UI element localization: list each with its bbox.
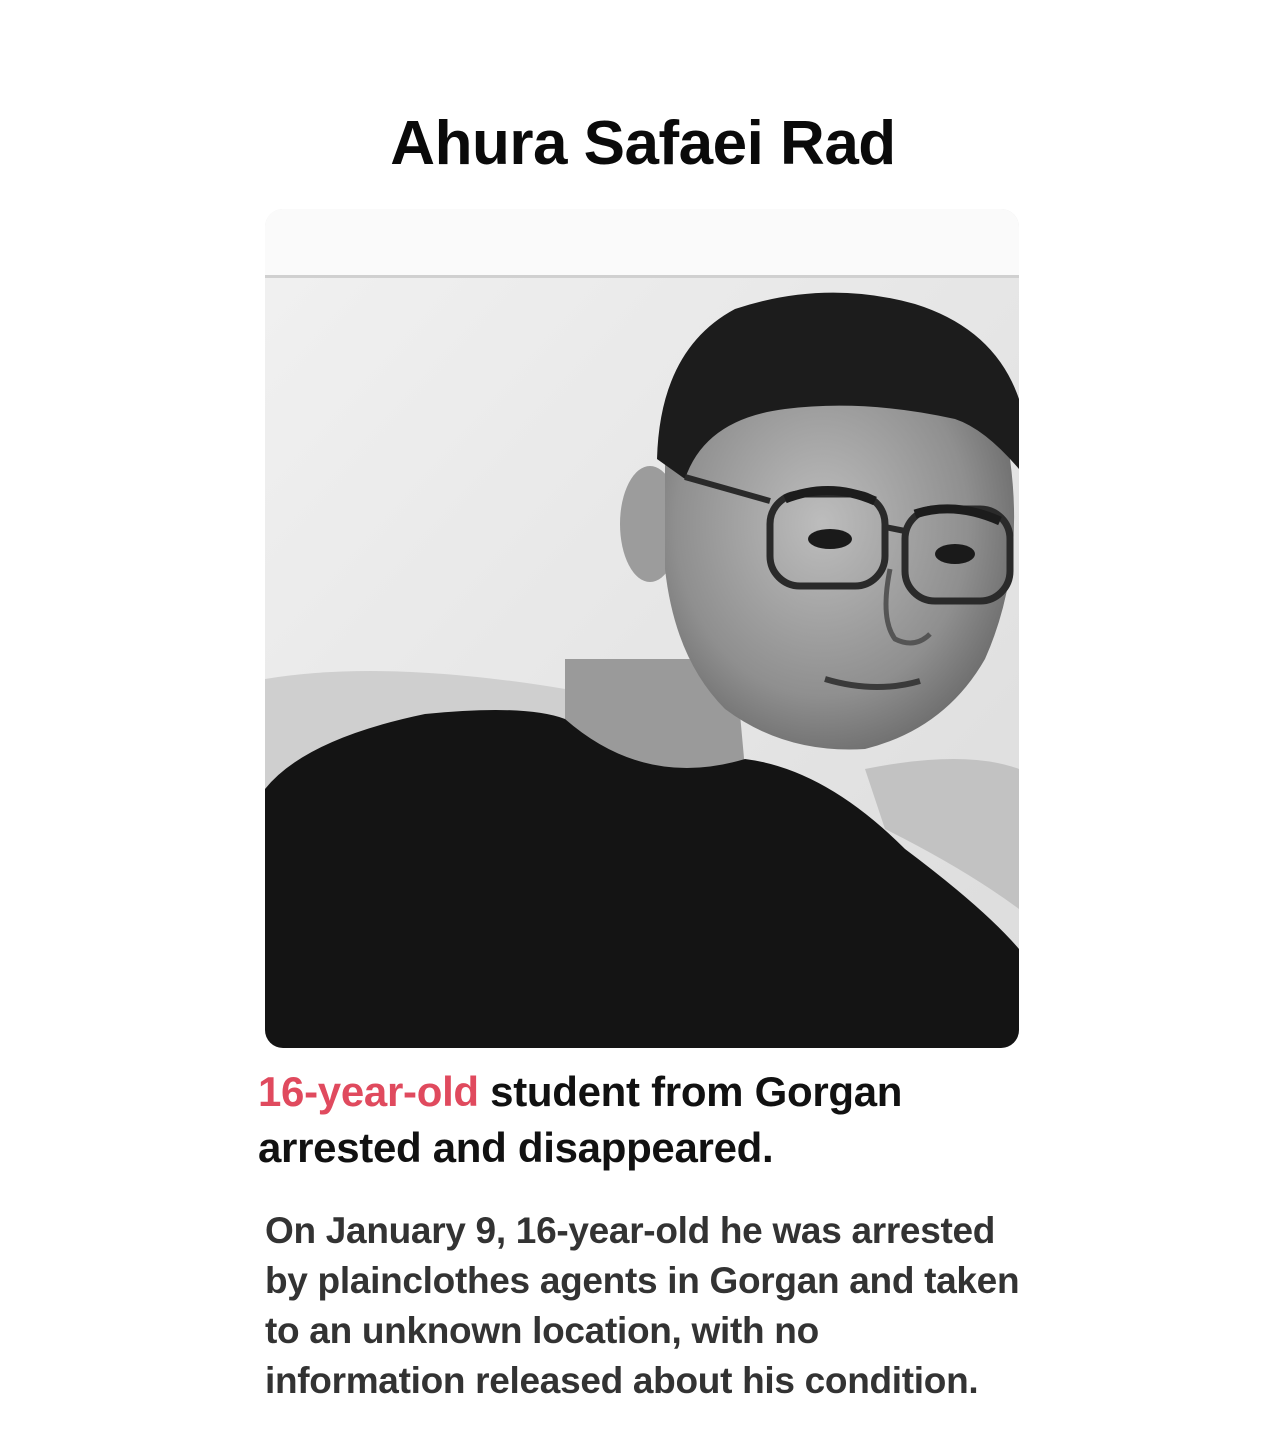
- headline: [258, 1064, 1048, 1176]
- headline-text: student from Gorgan arrested and disappeared.: [258, 1068, 903, 1171]
- body-paragraph: On January 9, 16-year-old he was arrested by plainclothes agents in Gorgan and taken to an unknown location, with no information released about his condition.: [265, 1210, 1020, 1401]
- portrait-photo: [265, 209, 1019, 1048]
- page-title: Ahura Safaei Rad: [390, 109, 896, 178]
- headline-age-accent: 16-year-old: [258, 1068, 479, 1115]
- portrait-illustration: [265, 209, 1019, 1048]
